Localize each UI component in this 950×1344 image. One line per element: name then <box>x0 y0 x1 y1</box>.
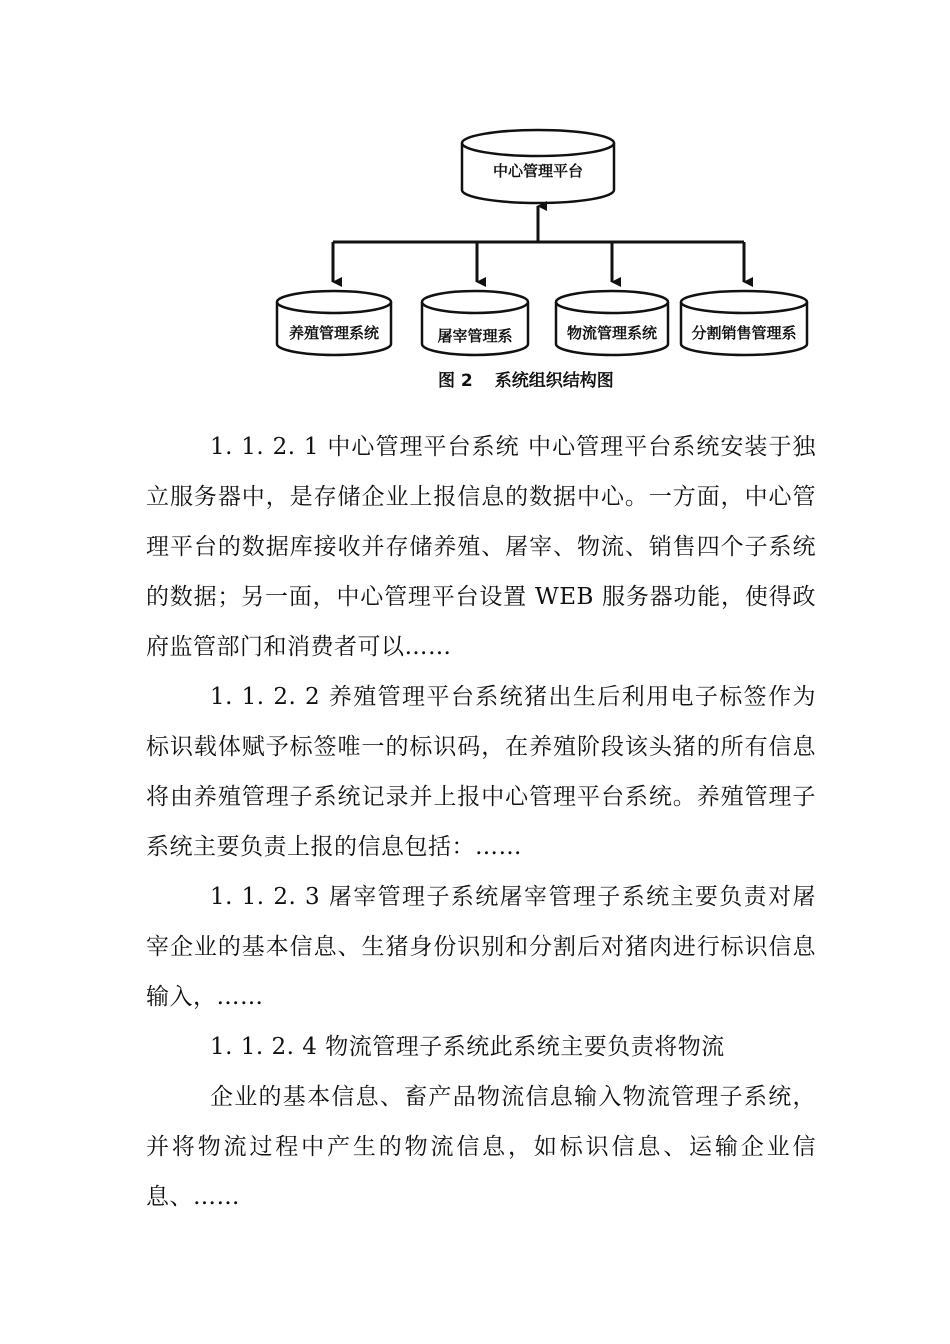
figure-caption <box>438 366 614 391</box>
sub-node-label-1: 养殖管理系统 <box>288 324 379 342</box>
paragraph-1-1-2-2: 1. 1. 2. 2 养殖管理平台系统猪出生后利用电子标签作为标识载体赋予标签唯一的标识码，在养殖阶段该头猪的所有信息将由养殖管理子系统记录并上报中心管理平台系统。养殖管理子系统主要负责上报的信息包括：…… <box>146 684 816 860</box>
paragraph-logistics-continued: 企业的基本信息、畜产品物流信息输入物流管理子系统，并将物流过程中产生的物流信息，如标识信息、运输企业信息、…… <box>146 1084 816 1210</box>
sub-node-label-3: 物流管理系统 <box>566 324 657 342</box>
paragraph-1-1-2-4: 1. 1. 2. 4 物流管理子系统此系统主要负责将物流 <box>210 1034 725 1060</box>
sub-node-label-2: 屠宰管理系 <box>437 327 513 345</box>
paragraph-1-1-2-3: 1. 1. 2. 3 屠宰管理子系统屠宰管理子系统主要负责对屠宰企业的基本信息、生猪身份识别和分割后对猪肉进行标识信息输入，…… <box>146 884 816 1010</box>
caption-title: 系统组织结构图 <box>494 371 614 391</box>
center-node-label: 中心管理平台 <box>492 162 583 180</box>
caption-number: 图 2 <box>438 371 473 391</box>
paragraph-1-1-2-1: 1. 1. 2. 1 中心管理平台系统 中心管理平台系统安装于独立服务器中，是存储企业上报信息的数据中心。一方面，中心管理平台的数据库接收并存储养殖、屠宰、物流、销售四个子系统的数据；另一面，中心管理平台设置 WEB 服务器功能，使得政府监管部门和消费者可以…… <box>146 434 816 660</box>
sub-node-label-4: 分割销售管理系 <box>691 324 797 342</box>
system-structure-figure <box>0 0 950 400</box>
body-text <box>146 422 816 1222</box>
